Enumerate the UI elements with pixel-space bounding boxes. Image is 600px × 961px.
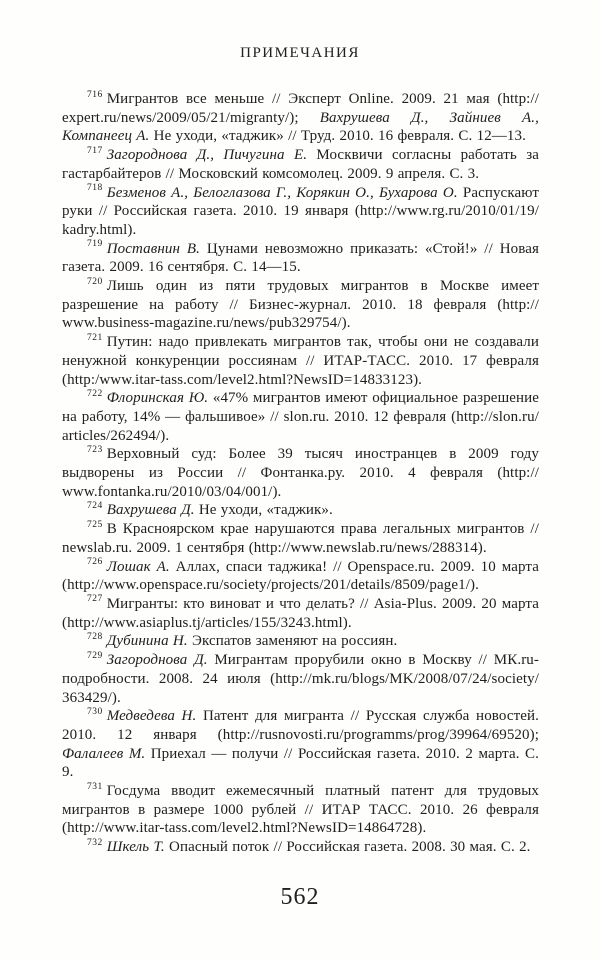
note-number: 725: [87, 519, 103, 530]
note-text-segment: Мигрантам прорубили окно в Москву // МК.ru-подробности. 2008. 24 июля (http://mk.ru/blogs/MK/2008/07/24/society/363429/).: [62, 652, 539, 706]
note-text-segment: Аллах, спаси таджика! // Openspace.ru. 2009. 10 марта (http://www.openspace.ru/society/projects/201/details/8509/page1/).: [62, 558, 539, 594]
note-text-segment: Госдума вводит ежемесячный платный патент для трудовых мигрантов в размере 1000 рублей // ИТАР ТАСС. 2010. 26 февраля (http://www.itar-tass.com/level2.html?NewsID=14864728).: [62, 783, 539, 837]
notes-list: [62, 90, 539, 857]
note-text-segment: Дубинина Н.: [106, 633, 188, 650]
note-text-segment: Верховный суд: Более 39 тысяч иностранцев в 2009 году выдворены из России // Фонтанка.ру. 2010. 4 февраля (http://www.fontanka.ru/2010/03/04/001/).: [62, 446, 539, 500]
note-text-segment: Лишь один из пяти трудовых мигрантов в Москве имеет разрешение на работу // Бизнес-журнал. 2010. 18 февраля (http://www.business-magazine.ru/news/pub329754/).: [62, 278, 539, 332]
note-text-segment: Цунами невозможно приказать: «Стой!» // Новая газета. 2009. 16 сентября. С. 14—15.: [62, 240, 539, 276]
note-text-segment: Поставнин В.: [106, 240, 201, 257]
note-text-segment: Распускают руки // Российская газета. 2010. 19 января (http://www.rg.ru/2010/01/19/kadry.html).: [62, 184, 539, 238]
note-text-segment: Загороднова Д., Пичугина Е.: [106, 147, 308, 164]
note-text-segment: Опасный поток // Российская газета. 2008. 30 мая. С. 2.: [164, 839, 531, 856]
note-number: 716: [87, 89, 103, 100]
note-item: [62, 520, 539, 557]
note-text-segment: Экспатов заменяют на россиян.: [187, 633, 398, 650]
note-text-segment: Патент для мигранта // Русская служба новостей. 2010. 12 января (http://rusnovosti.ru/programms/prog/39964/69520);: [62, 708, 539, 743]
note-number: 717: [87, 145, 103, 156]
note-number: 721: [87, 332, 103, 343]
note-number: 718: [87, 183, 103, 194]
note-text-segment: Мигрантов все меньше // Эксперт Online. 2009. 21 мая (http://expert.ru/news/2009/05/21/migranty/);: [62, 91, 539, 126]
note-item: [62, 146, 539, 183]
note-item: [62, 333, 539, 389]
page-header: ПРИМЕЧАНИЯ: [240, 45, 360, 61]
note-item: [62, 240, 539, 277]
note-number: 726: [87, 557, 103, 568]
note-text-segment: Шкель Т.: [106, 839, 165, 856]
note-text-segment: Не уходи, «таджик» // Труд. 2010. 16 февраля. С. 12—13.: [149, 128, 526, 145]
note-text-segment: Флоринская Ю.: [106, 390, 209, 407]
note-number: 727: [87, 594, 103, 605]
note-item: [62, 595, 539, 632]
note-item: [62, 782, 539, 838]
note-text-segment: Фалалеев М.: [62, 745, 146, 762]
note-text-segment: Медведева Н.: [106, 708, 197, 725]
note-text-segment: «47% мигрантов имеют официальное разрешение на работу, 14% — фальшивое» // slon.ru. 2010. 12 февраля (http://slon.ru/articles/262494/).: [62, 390, 539, 444]
note-text-segment: Вахрушева Д.: [106, 502, 195, 519]
note-number: 719: [87, 239, 103, 250]
note-number: 732: [87, 837, 103, 848]
note-item: [62, 389, 539, 445]
note-text-segment: Загороднова Д.: [106, 652, 208, 669]
note-text-segment: Безменов А., Белоглазова Г., Корякин О., Бухарова О.: [106, 184, 458, 201]
note-item: [62, 501, 539, 520]
note-number: 720: [87, 276, 103, 287]
note-number: 723: [87, 444, 103, 455]
note-item: [62, 651, 539, 707]
note-text-segment: Вахрушева Д., Зайниев А., Компанеец А.: [62, 109, 539, 145]
note-text-segment: Лошак А.: [106, 558, 170, 575]
note-text-segment: В Красноярском крае нарушаются права легальных мигрантов // newslab.ru. 2009. 1 сентября (http://www.newslab.ru/news/288314).: [62, 521, 539, 556]
note-item: [62, 558, 539, 595]
note-text-segment: Путин: надо привлекать мигрантов так, чтобы они не создавали ненужной конкуренции россиянам // ИТАР-ТАСС. 2010. 17 февраля (http:/www.itar-tass.com/level2.html?NewsID=14833123).: [62, 334, 539, 388]
note-item: [62, 277, 539, 333]
note-number: 722: [87, 388, 103, 399]
note-item: [62, 445, 539, 501]
note-item: [62, 838, 539, 857]
page-number: 562: [280, 884, 320, 910]
note-item: [62, 184, 539, 240]
note-number: 731: [87, 781, 103, 792]
note-item: [62, 707, 539, 782]
note-item: [62, 632, 539, 651]
note-number: 729: [87, 650, 103, 661]
note-item: [62, 90, 539, 146]
note-text-segment: Приехал — получи // Российская газета. 2010. 2 марта. С. 9.: [62, 745, 539, 781]
note-text-segment: Не уходи, «таджик».: [194, 502, 333, 519]
note-number: 728: [87, 631, 103, 642]
note-text-segment: Мигранты: кто виноват и что делать? // Asia-Plus. 2009. 20 марта (http://www.asiaplus.tj/articles/155/3243.html).: [62, 595, 539, 631]
note-number: 730: [87, 706, 103, 717]
note-number: 724: [87, 500, 103, 511]
note-text-segment: Москвичи согласны работать за гастарбайтеров // Московский комсомолец. 2009. 9 апреля. С. 3.: [62, 147, 539, 182]
